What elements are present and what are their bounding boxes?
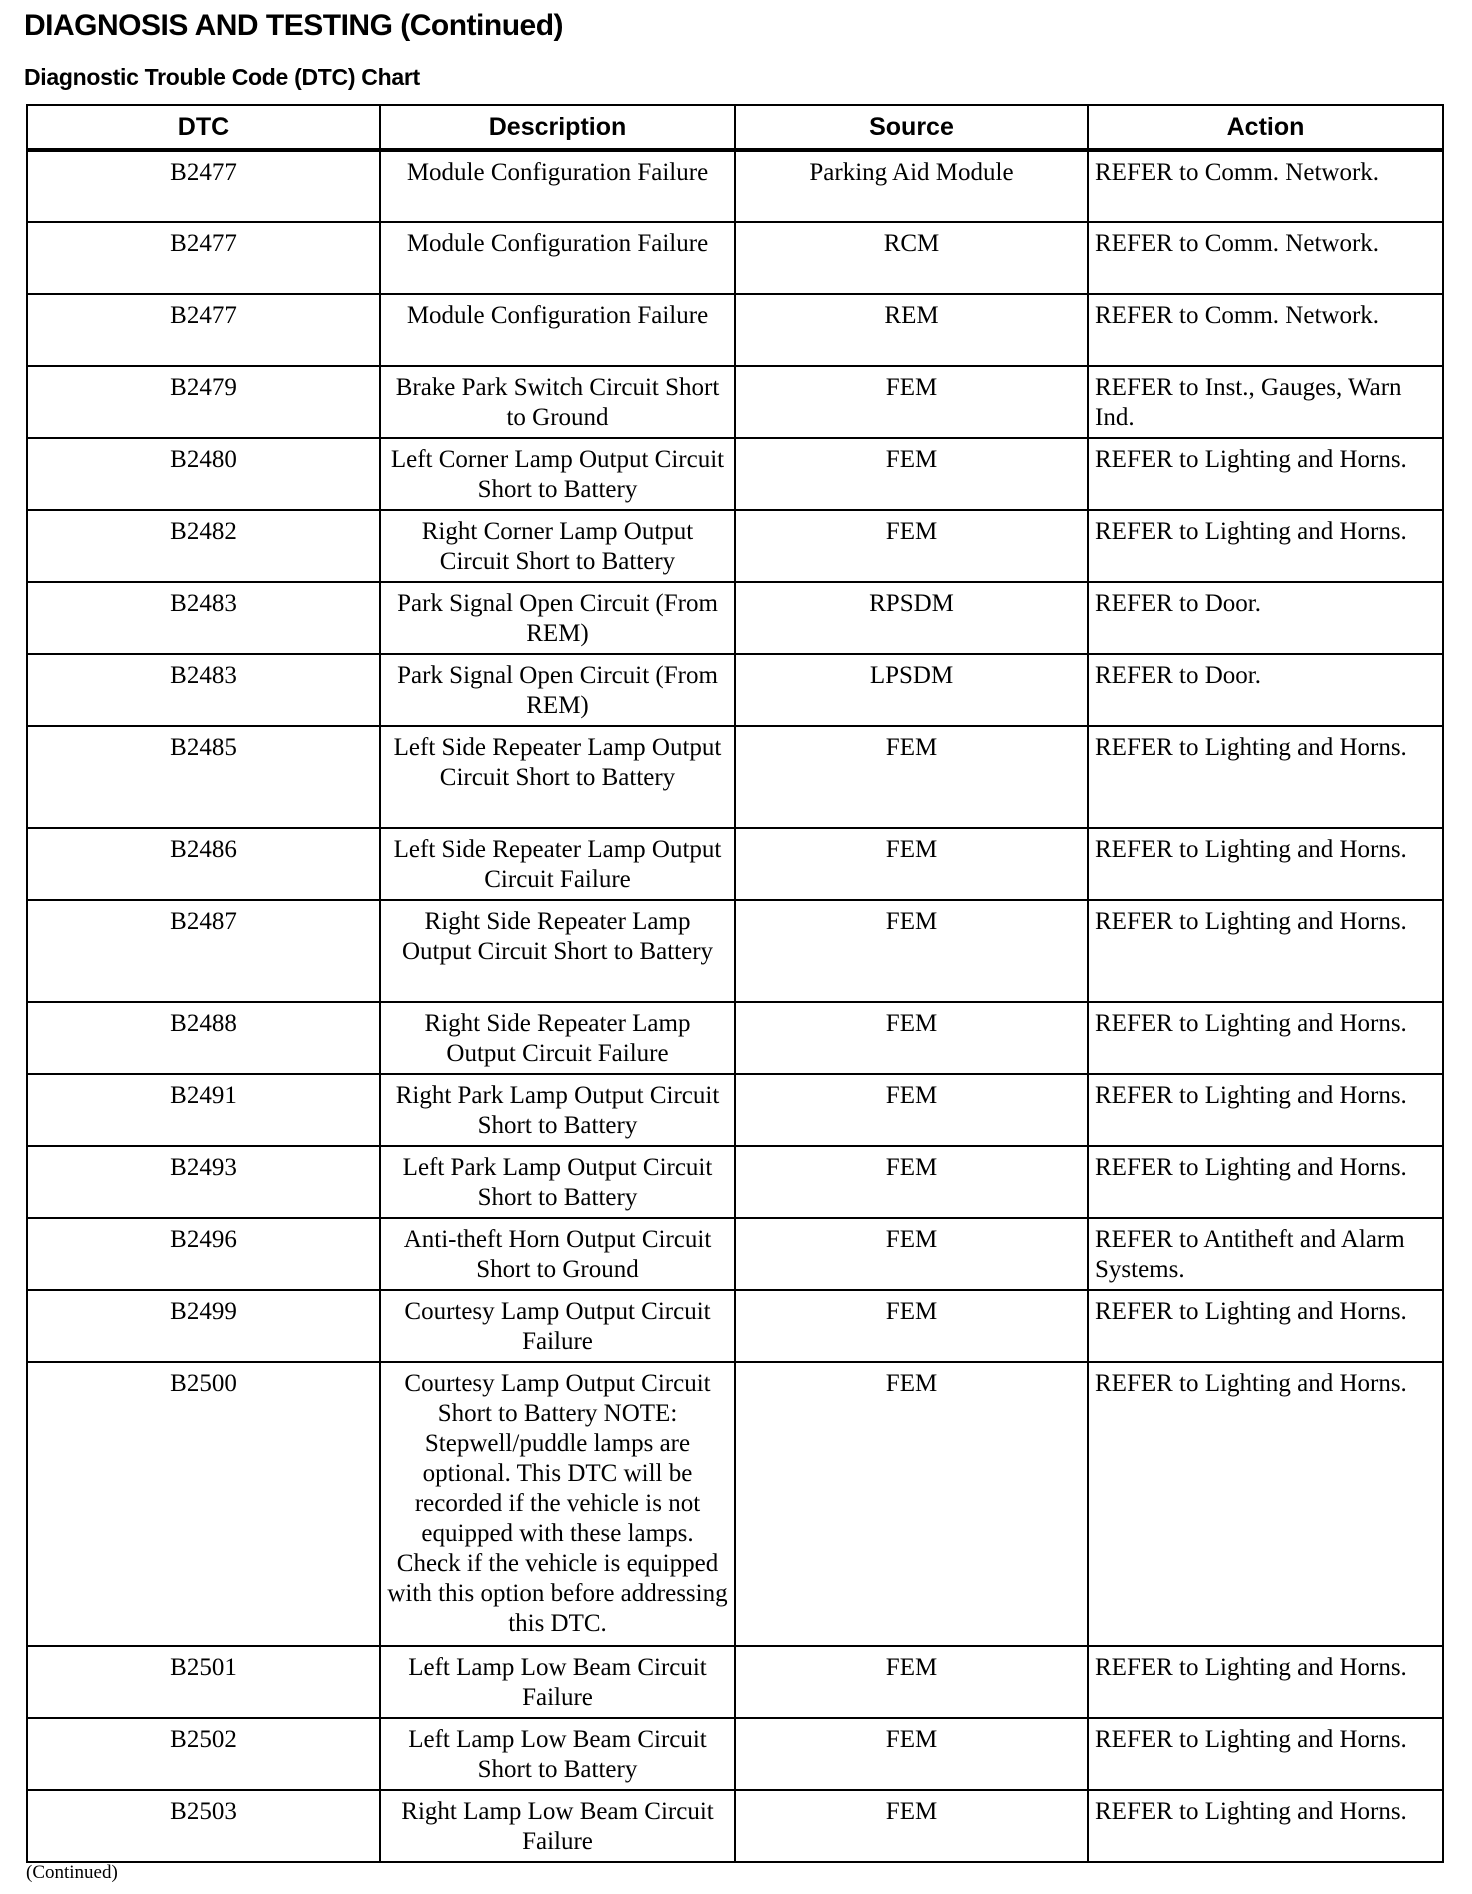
- description-cell: Right Park Lamp Output Circuit Short to Battery: [380, 1074, 735, 1146]
- action-cell: REFER to Inst., Gauges, Warn Ind.: [1088, 366, 1443, 438]
- source-cell: FEM: [735, 1290, 1088, 1362]
- dtc-code-cell: B2493: [27, 1146, 380, 1218]
- description-cell: Module Configuration Failure: [380, 294, 735, 366]
- column-header-source: Source: [735, 105, 1088, 150]
- action-cell: REFER to Lighting and Horns.: [1088, 438, 1443, 510]
- dtc-code-cell: B2487: [27, 900, 380, 1002]
- dtc-code-cell: B2500: [27, 1362, 380, 1646]
- description-cell: Right Corner Lamp Output Circuit Short to Battery: [380, 510, 735, 582]
- source-cell: FEM: [735, 1074, 1088, 1146]
- action-cell: REFER to Comm. Network.: [1088, 294, 1443, 366]
- table-row: [27, 582, 1443, 654]
- source-cell: REM: [735, 294, 1088, 366]
- description-cell: Left Side Repeater Lamp Output Circuit Short to Battery: [380, 726, 735, 828]
- dtc-code-cell: B2483: [27, 582, 380, 654]
- action-cell: REFER to Door.: [1088, 654, 1443, 726]
- table-row: [27, 222, 1443, 294]
- dtc-code-cell: B2501: [27, 1646, 380, 1718]
- description-cell: Right Side Repeater Lamp Output Circuit Failure: [380, 1002, 735, 1074]
- table-row: [27, 1218, 1443, 1290]
- source-cell: LPSDM: [735, 654, 1088, 726]
- source-cell: RPSDM: [735, 582, 1088, 654]
- description-cell: Brake Park Switch Circuit Short to Ground: [380, 366, 735, 438]
- table-row: [27, 828, 1443, 900]
- dtc-code-cell: B2502: [27, 1718, 380, 1790]
- action-cell: REFER to Lighting and Horns.: [1088, 1646, 1443, 1718]
- description-cell: Park Signal Open Circuit (From REM): [380, 654, 735, 726]
- table-row: [27, 1074, 1443, 1146]
- source-cell: RCM: [735, 222, 1088, 294]
- source-cell: FEM: [735, 900, 1088, 1002]
- description-cell: Module Configuration Failure: [380, 150, 735, 222]
- column-header-action: Action: [1088, 105, 1443, 150]
- continued-note: (Continued): [26, 1862, 118, 1883]
- chart-title: Diagnostic Trouble Code (DTC) Chart: [24, 64, 420, 90]
- description-cell: Anti-theft Horn Output Circuit Short to Ground: [380, 1218, 735, 1290]
- action-cell: REFER to Lighting and Horns.: [1088, 1362, 1443, 1646]
- dtc-code-cell: B2480: [27, 438, 380, 510]
- source-cell: FEM: [735, 828, 1088, 900]
- source-cell: FEM: [735, 1646, 1088, 1718]
- dtc-code-cell: B2486: [27, 828, 380, 900]
- dtc-code-cell: B2483: [27, 654, 380, 726]
- action-cell: REFER to Antitheft and Alarm Systems.: [1088, 1218, 1443, 1290]
- dtc-code-cell: B2482: [27, 510, 380, 582]
- table-row: [27, 654, 1443, 726]
- description-cell: Courtesy Lamp Output Circuit Short to Battery NOTE: Stepwell/puddle lamps are optional. This DTC will be recorded if the vehicle is not equipped with these lamps. Check if the vehicle is equipped with this option before addressing this DTC.: [380, 1362, 735, 1646]
- action-cell: REFER to Lighting and Horns.: [1088, 1146, 1443, 1218]
- source-cell: FEM: [735, 726, 1088, 828]
- action-cell: REFER to Comm. Network.: [1088, 222, 1443, 294]
- dtc-code-cell: B2488: [27, 1002, 380, 1074]
- table-row: [27, 1646, 1443, 1718]
- description-cell: Right Lamp Low Beam Circuit Failure: [380, 1790, 735, 1862]
- table-header-row: [27, 105, 1443, 150]
- dtc-code-cell: B2477: [27, 222, 380, 294]
- source-cell: FEM: [735, 1362, 1088, 1646]
- source-cell: Parking Aid Module: [735, 150, 1088, 222]
- source-cell: FEM: [735, 438, 1088, 510]
- table-row: [27, 1002, 1443, 1074]
- table-row: [27, 438, 1443, 510]
- dtc-code-cell: B2477: [27, 294, 380, 366]
- source-cell: FEM: [735, 1790, 1088, 1862]
- source-cell: FEM: [735, 1146, 1088, 1218]
- table-row: [27, 1790, 1443, 1862]
- action-cell: REFER to Lighting and Horns.: [1088, 1790, 1443, 1862]
- action-cell: REFER to Lighting and Horns.: [1088, 726, 1443, 828]
- dtc-code-cell: B2485: [27, 726, 380, 828]
- source-cell: FEM: [735, 1218, 1088, 1290]
- description-cell: Left Corner Lamp Output Circuit Short to Battery: [380, 438, 735, 510]
- table-row: [27, 1290, 1443, 1362]
- dtc-code-cell: B2491: [27, 1074, 380, 1146]
- description-cell: Left Side Repeater Lamp Output Circuit Failure: [380, 828, 735, 900]
- action-cell: REFER to Lighting and Horns.: [1088, 828, 1443, 900]
- description-cell: Left Lamp Low Beam Circuit Failure: [380, 1646, 735, 1718]
- table-row: [27, 1718, 1443, 1790]
- dtc-code-cell: B2479: [27, 366, 380, 438]
- description-cell: Module Configuration Failure: [380, 222, 735, 294]
- table-row: [27, 726, 1443, 828]
- description-cell: Right Side Repeater Lamp Output Circuit Short to Battery: [380, 900, 735, 1002]
- page-title: DIAGNOSIS AND TESTING (Continued): [24, 9, 564, 42]
- description-cell: Left Lamp Low Beam Circuit Short to Battery: [380, 1718, 735, 1790]
- source-cell: FEM: [735, 510, 1088, 582]
- action-cell: REFER to Lighting and Horns.: [1088, 1718, 1443, 1790]
- table-row: [27, 1146, 1443, 1218]
- dtc-code-cell: B2503: [27, 1790, 380, 1862]
- action-cell: REFER to Comm. Network.: [1088, 150, 1443, 222]
- source-cell: FEM: [735, 366, 1088, 438]
- action-cell: REFER to Door.: [1088, 582, 1443, 654]
- column-header-dtc: DTC: [27, 105, 380, 150]
- source-cell: FEM: [735, 1718, 1088, 1790]
- table-row: [27, 366, 1443, 438]
- document-page: [24, 0, 1444, 1855]
- column-header-description: Description: [380, 105, 735, 150]
- dtc-table: [26, 104, 1444, 1863]
- action-cell: REFER to Lighting and Horns.: [1088, 1290, 1443, 1362]
- dtc-code-cell: B2477: [27, 150, 380, 222]
- action-cell: REFER to Lighting and Horns.: [1088, 1074, 1443, 1146]
- table-row: [27, 294, 1443, 366]
- description-cell: Park Signal Open Circuit (From REM): [380, 582, 735, 654]
- table-row: [27, 150, 1443, 222]
- table-row: [27, 510, 1443, 582]
- dtc-code-cell: B2496: [27, 1218, 380, 1290]
- action-cell: REFER to Lighting and Horns.: [1088, 1002, 1443, 1074]
- table-row: [27, 1362, 1443, 1646]
- dtc-code-cell: B2499: [27, 1290, 380, 1362]
- action-cell: REFER to Lighting and Horns.: [1088, 900, 1443, 1002]
- action-cell: REFER to Lighting and Horns.: [1088, 510, 1443, 582]
- description-cell: Left Park Lamp Output Circuit Short to Battery: [380, 1146, 735, 1218]
- table-row: [27, 900, 1443, 1002]
- source-cell: FEM: [735, 1002, 1088, 1074]
- description-cell: Courtesy Lamp Output Circuit Failure: [380, 1290, 735, 1362]
